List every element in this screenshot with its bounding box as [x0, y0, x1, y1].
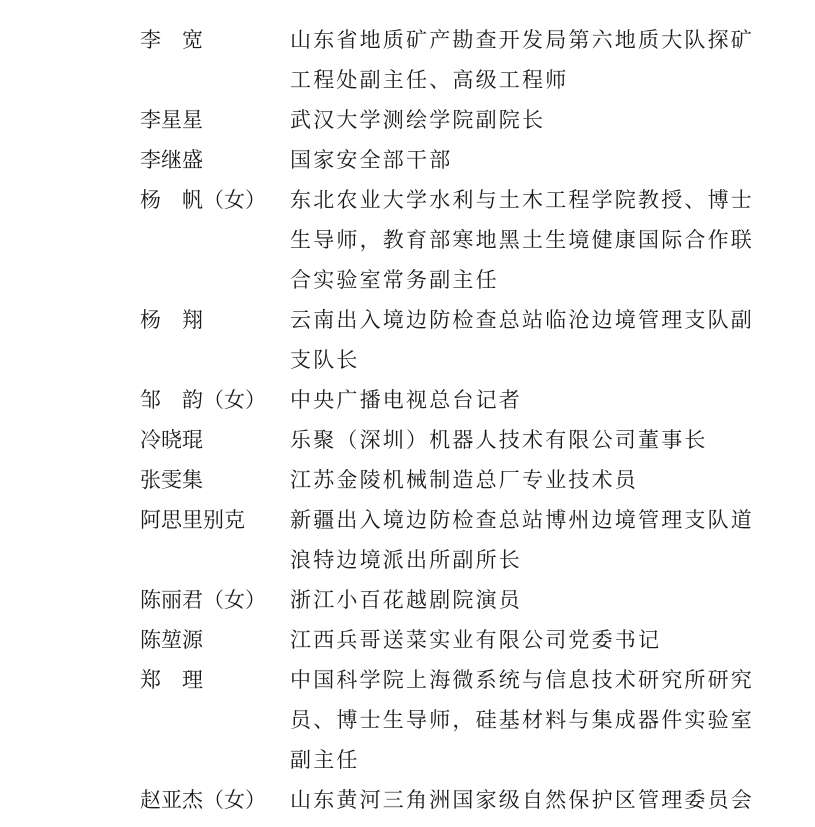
entry-name: 赵亚杰（女） [140, 788, 266, 812]
entry-name: 阿思里别克 [140, 508, 245, 532]
entry-name: 陈堃源 [140, 628, 203, 652]
entry-name: 李 宽 [140, 28, 203, 52]
entry-description [290, 20, 754, 100]
description-line: 国家安全部干部 [290, 148, 453, 172]
description-line: 支队长 [290, 348, 360, 372]
description-line: 员、博士生导师，硅基材料与集成器件实验室 [290, 708, 754, 732]
entry-name: 李星星 [140, 108, 203, 132]
entry-description [290, 180, 754, 300]
description-line: 中国科学院上海微系统与信息技术研究所研究 [290, 668, 754, 692]
description-line: 生导师，教育部寒地黑土生境健康国际合作联 [290, 228, 754, 252]
description-line: 浪特边境派出所副所长 [290, 548, 522, 572]
entry-name: 杨 翔 [140, 308, 203, 332]
entry-description [290, 580, 730, 620]
description-line: 新疆出入境边防检查总站博州边境管理支队道 [290, 508, 754, 532]
description-line: 副主任 [290, 748, 360, 772]
entry-description [290, 660, 754, 780]
entry-name: 冷晓琨 [140, 428, 203, 452]
description-line: 云南出入境边防检查总站临沧边境管理支队副 [290, 308, 754, 332]
description-line: 山东省地质矿产勘查开发局第六地质大队探矿 [290, 28, 754, 52]
description-line: 山东黄河三角洲国家级自然保护区管理委员会 [290, 788, 754, 812]
description-line: 中央广播电视总台记者 [290, 388, 522, 412]
description-line: 乐聚（深圳）机器人技术有限公司董事长 [290, 428, 708, 452]
entry-description [290, 420, 730, 460]
entry-name: 张雯集 [140, 468, 203, 492]
entry-name: 邹 韵（女） [140, 388, 266, 412]
entry-name: 郑 理 [140, 668, 203, 692]
description-line: 江西兵哥送菜实业有限公司党委书记 [290, 628, 662, 652]
entry-description [290, 780, 754, 820]
entry-description [290, 300, 754, 380]
entry-name: 李继盛 [140, 148, 203, 172]
entry-name: 陈丽君（女） [140, 588, 266, 612]
description-line: 东北农业大学水利与土木工程学院教授、博士 [290, 188, 754, 212]
entry-description [290, 620, 730, 660]
entry-description [290, 100, 730, 140]
description-line: 浙江小百花越剧院演员 [290, 588, 522, 612]
entry-description [290, 380, 730, 420]
entry-description [290, 460, 730, 500]
description-line: 合实验室常务副主任 [290, 268, 499, 292]
entry-name: 杨 帆（女） [140, 188, 266, 212]
description-line: 工程处副主任、高级工程师 [290, 68, 569, 92]
description-line: 江苏金陵机械制造总厂专业技术员 [290, 468, 638, 492]
entry-description [290, 500, 754, 580]
description-line: 武汉大学测绘学院副院长 [290, 108, 546, 132]
entry-description [290, 140, 730, 180]
